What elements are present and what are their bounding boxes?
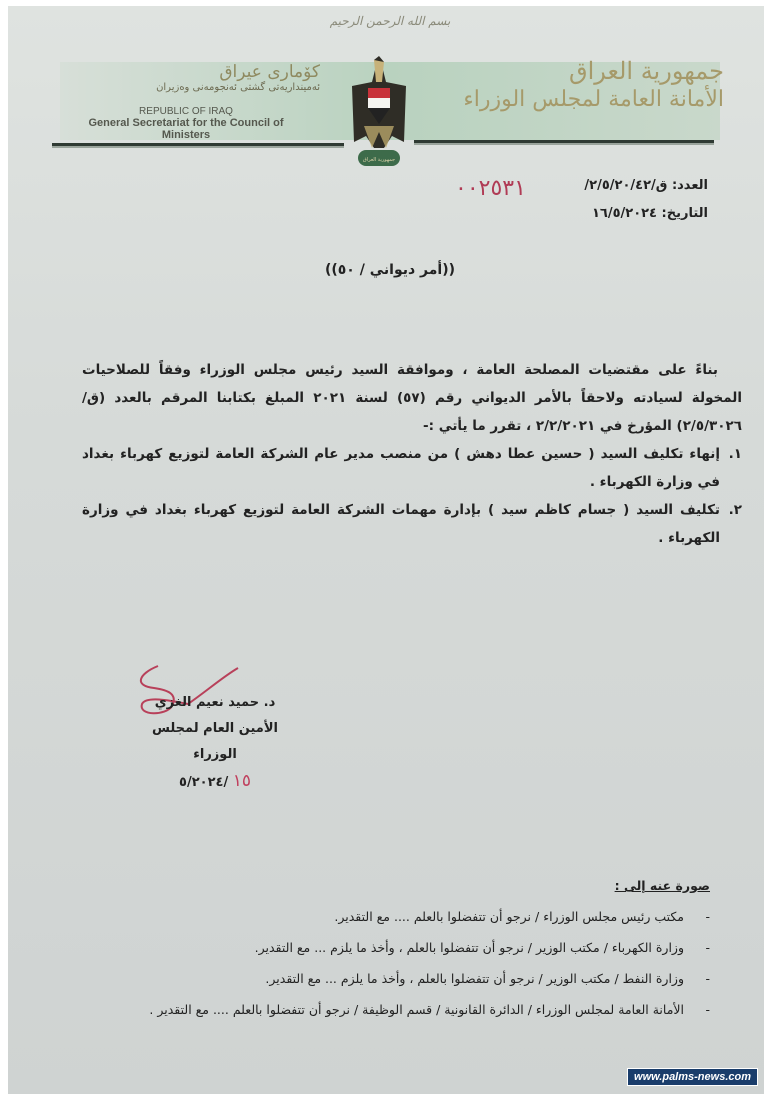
copy-recipient-text: وزارة النفط / مكتب الوزير / نرجو أن تتفضلوا بالعلم ، وأخذ ما يلزم ... مع التقدير. [265, 971, 684, 986]
reference-number-label: العدد: [671, 178, 708, 193]
item-text: تكليف السيد ( جسام كاظم سيد ) بإدارة مهمات الشركة العامة لتوزيع كهرباء بغداد في وزارة الكهرباء . [82, 502, 720, 546]
kurdish-secretariat: ئەمینداریەتی گشتی ئەنجومەنی وەزیران [156, 82, 320, 93]
iraq-eagle-emblem-icon [348, 52, 410, 172]
reference-date [592, 206, 708, 221]
copy-recipient-text: الأمانة العامة لمجلس الوزراء / الدائرة القانونية / قسم الوظيفة / نرجو أن تتفضلوا بالعلم .... مع التقدير . [149, 1002, 684, 1017]
reference-date-value: ١٦/٥/٢٠٢٤ [591, 206, 657, 221]
watermark: www.palms-news.com [627, 1068, 758, 1086]
item-number: ١. [728, 446, 742, 462]
english-secretariat: General Secretariat for the Council of Ministers [88, 117, 284, 141]
arabic-letterhead [463, 56, 724, 114]
copy-recipient: -وزارة الكهرباء / مكتب الوزير / نرجو أن تتفضلوا بالعلم ، وأخذ ما يلزم ... مع التقدير. [254, 940, 710, 955]
emblem-label: جمهورية العراق [362, 157, 396, 163]
english-republic: REPUBLIC OF IRAQ [139, 106, 233, 117]
item-number: ٢. [728, 502, 742, 518]
copy-recipient: -مكتب رئيس مجلس الوزراء / نرجو أن تتفضلوا بالعلم .... مع التقدير. [334, 909, 710, 924]
arabic-republic: جمهورية العراق [568, 57, 724, 85]
copy-recipient: -الأمانة العامة لمجلس الوزراء / الدائرة القانونية / قسم الوظيفة / نرجو أن تتفضلوا بالعلم .... مع التقدير . [149, 1002, 710, 1017]
english-letterhead [66, 106, 306, 141]
kurdish-letterhead [80, 62, 320, 93]
header-rule-left [52, 143, 344, 148]
order-title: ((أمر ديواني / ٥٠)) [324, 262, 456, 278]
signatory-name: د. حميد نعيم الغزي [154, 695, 276, 710]
basmala: بسم الله الرحمن الرحيم [329, 14, 451, 28]
order-body [82, 356, 742, 552]
signatory-title: الأمين العام لمجلس الوزراء [152, 721, 278, 762]
order-item [82, 440, 742, 496]
copies-section [70, 870, 710, 1025]
arabic-secretariat: الأمانة العامة لمجلس الوزراء [463, 87, 724, 112]
signature-date-day: ١٥ [232, 771, 251, 791]
signature-block [130, 690, 300, 796]
preamble: بناءً على مقتضيات المصلحة العامة ، وموافقة السيد رئيس مجلس الوزراء وفقاً للصلاحيات المخولة لسيادته ولاحقاً بالأمر الديواني رقم (٥٧) لسنة ٢٠٢١ المبلغ بكتابنا المرقم بالعدد (ق/٢/٥/٣٠٢٦) المؤرخ في ٢/٢/٢٠٢١ ، تقرر ما يأتي :- [82, 362, 743, 434]
reference-date-label: التاريخ: [661, 206, 708, 221]
order-item [82, 496, 742, 552]
item-text: إنهاء تكليف السيد ( حسين عطا دهش ) من منصب مدير عام الشركة العامة لتوزيع كهرباء بغداد في وزارة الكهرباء . [82, 446, 720, 490]
copy-recipient-text: وزارة الكهرباء / مكتب الوزير / نرجو أن تتفضلوا بالعلم ، وأخذ ما يلزم ... مع التقدير. [254, 940, 684, 955]
signature-date [130, 768, 300, 796]
kurdish-republic: کۆماری عیراق [219, 62, 320, 82]
serial-number-stamp: ٠٠٢٥٣١ [455, 176, 526, 201]
reference-number-value: ق/٢/٥/٢٠/٤٢/ [584, 178, 668, 193]
signature-date-rest: /٥/٢٠٢٤ [179, 775, 229, 790]
copy-recipient: -وزارة النفط / مكتب الوزير / نرجو أن تتفضلوا بالعلم ، وأخذ ما يلزم ... مع التقدير. [265, 971, 710, 986]
header-rule-right [414, 140, 714, 145]
copy-recipient-text: مكتب رئيس مجلس الوزراء / نرجو أن تتفضلوا بالعلم .... مع التقدير. [334, 909, 684, 924]
reference-number [584, 178, 708, 193]
copies-title: صورة عنه إلى : [614, 878, 710, 893]
